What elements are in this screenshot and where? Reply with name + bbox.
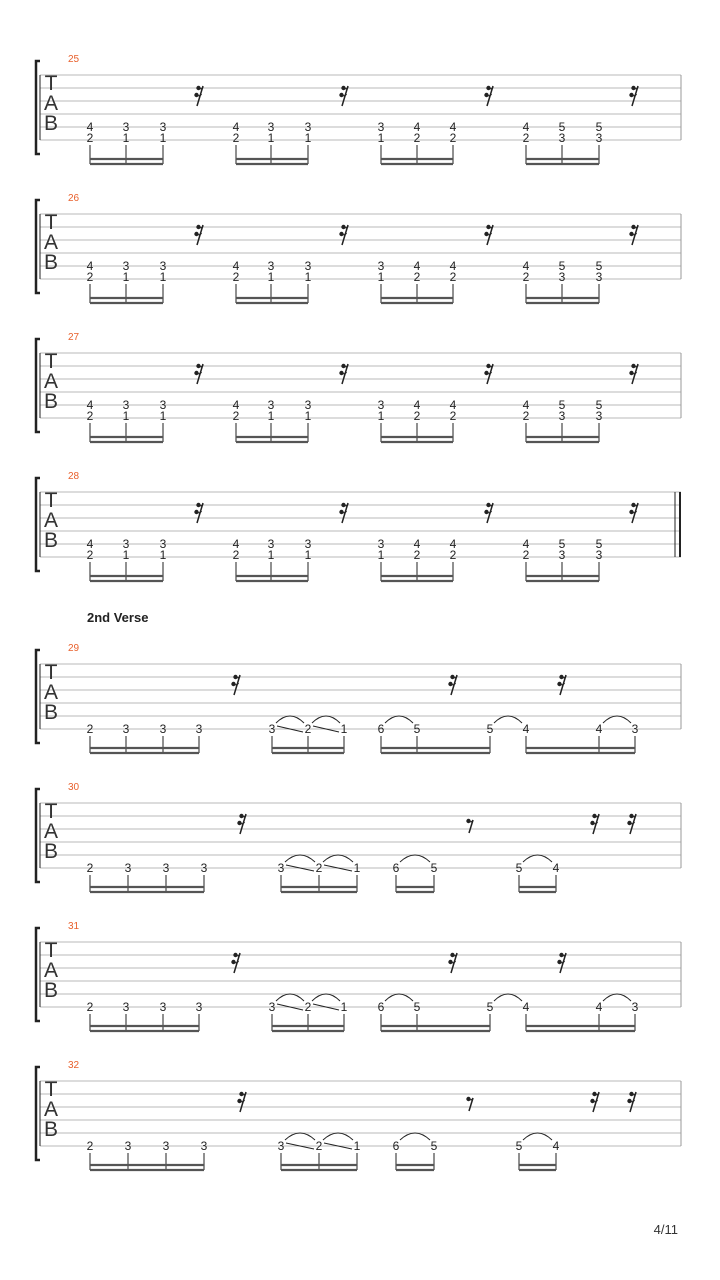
tab-clef-letter: B [43, 112, 59, 135]
fret-number: 3 [200, 1139, 208, 1153]
tab-clef-letter: A [43, 509, 59, 532]
fret-number: 2 [413, 548, 421, 562]
fret-number: 2 [522, 409, 530, 423]
tab-clef-letter: T [44, 350, 58, 373]
fret-number: 3 [304, 537, 312, 551]
measure-number: 26 [68, 193, 80, 204]
sixteenth-rest [448, 953, 457, 973]
fret-number: 4 [449, 537, 457, 551]
tie [285, 855, 315, 862]
fret-number: 3 [304, 259, 312, 273]
tie [400, 1133, 430, 1140]
fret-number: 1 [304, 548, 312, 562]
sixteenth-rest [194, 364, 203, 384]
tie [285, 1133, 315, 1140]
tab-clef-letter: B [43, 979, 59, 1002]
tie [494, 994, 522, 1001]
fret-number: 6 [377, 722, 385, 736]
tab-clef-letter: A [43, 231, 59, 254]
fret-number: 5 [430, 861, 438, 875]
fret-number: 2 [86, 409, 94, 423]
sixteenth-rest [484, 364, 493, 384]
fret-number: 2 [86, 131, 94, 145]
fret-number: 3 [122, 722, 130, 736]
fret-number: 2 [86, 548, 94, 562]
sixteenth-rest [484, 225, 493, 245]
tab-clef-letter: T [44, 800, 58, 823]
tie [385, 716, 413, 723]
fret-number: 4 [232, 537, 240, 551]
fret-number: 3 [377, 259, 385, 273]
system-bracket [36, 200, 40, 293]
fret-number: 4 [413, 120, 421, 134]
fret-number: 6 [392, 1139, 400, 1153]
fret-number: 2 [413, 131, 421, 145]
fret-number: 4 [522, 537, 530, 551]
tie [323, 855, 353, 862]
fret-number: 2 [232, 131, 240, 145]
tie [400, 855, 430, 862]
sixteenth-rest [194, 86, 203, 106]
fret-number: 1 [267, 270, 275, 284]
sixteenth-rest [339, 364, 348, 384]
tab-clef-letter: B [43, 251, 59, 274]
fret-number: 4 [86, 398, 94, 412]
sixteenth-rest [237, 1092, 246, 1112]
fret-number: 1 [304, 131, 312, 145]
sixteenth-rest [627, 1092, 636, 1112]
fret-number: 3 [377, 537, 385, 551]
sixteenth-rest [590, 1092, 599, 1112]
fret-number: 3 [304, 120, 312, 134]
tie [312, 716, 340, 723]
sixteenth-rest [557, 675, 566, 695]
fret-number: 4 [522, 398, 530, 412]
fret-number: 3 [195, 722, 203, 736]
tie [276, 994, 304, 1001]
fret-number: 1 [267, 409, 275, 423]
tab-clef-letter: T [44, 211, 58, 234]
fret-number: 5 [515, 1139, 523, 1153]
fret-number: 4 [595, 722, 603, 736]
fret-number: 2 [232, 409, 240, 423]
fret-number: 3 [122, 120, 130, 134]
fret-number: 3 [304, 398, 312, 412]
fret-number: 2 [315, 1139, 323, 1153]
fret-number: 1 [377, 270, 385, 284]
sixteenth-rest [339, 503, 348, 523]
fret-number: 1 [122, 270, 130, 284]
fret-number: 5 [486, 1000, 494, 1014]
fret-number: 1 [159, 548, 167, 562]
fret-number: 3 [595, 131, 603, 145]
tab-clef-letter: A [43, 370, 59, 393]
fret-number: 2 [232, 270, 240, 284]
fret-number: 5 [413, 1000, 421, 1014]
fret-number: 5 [515, 861, 523, 875]
fret-number: 3 [159, 120, 167, 134]
fret-number: 3 [377, 398, 385, 412]
fret-number: 4 [413, 537, 421, 551]
fret-number: 6 [392, 861, 400, 875]
system-bracket [36, 650, 40, 743]
fret-number: 3 [631, 1000, 639, 1014]
fret-number: 2 [86, 1000, 94, 1014]
fret-number: 1 [377, 131, 385, 145]
fret-number: 2 [522, 270, 530, 284]
fret-number: 3 [159, 722, 167, 736]
tie [276, 716, 304, 723]
measure-number: 27 [68, 332, 80, 343]
fret-number: 4 [86, 537, 94, 551]
fret-number: 1 [304, 409, 312, 423]
fret-number: 1 [377, 548, 385, 562]
sixteenth-rest [629, 503, 638, 523]
tie [603, 994, 631, 1001]
fret-number: 4 [522, 722, 530, 736]
sixteenth-rest [557, 953, 566, 973]
fret-number: 3 [159, 398, 167, 412]
system-bracket [36, 1067, 40, 1160]
tab-clef-letter: T [44, 1078, 58, 1101]
fret-number: 4 [86, 120, 94, 134]
fret-number: 4 [413, 259, 421, 273]
fret-number: 5 [486, 722, 494, 736]
tie [385, 994, 413, 1001]
fret-number: 3 [558, 548, 566, 562]
sixteenth-rest [629, 225, 638, 245]
fret-number: 3 [122, 398, 130, 412]
fret-number: 4 [413, 398, 421, 412]
fret-number: 3 [277, 1139, 285, 1153]
sixteenth-rest [629, 364, 638, 384]
fret-number: 2 [304, 1000, 312, 1014]
measure-number: 31 [68, 921, 80, 932]
fret-number: 1 [340, 1000, 348, 1014]
fret-number: 3 [267, 537, 275, 551]
tab-clef-letter: B [43, 1118, 59, 1141]
fret-number: 2 [449, 409, 457, 423]
fret-number: 1 [159, 270, 167, 284]
tie [312, 994, 340, 1001]
fret-number: 5 [558, 398, 566, 412]
fret-number: 2 [522, 548, 530, 562]
tie [323, 1133, 353, 1140]
fret-number: 3 [124, 861, 132, 875]
fret-number: 3 [122, 1000, 130, 1014]
measure-number: 30 [68, 782, 80, 793]
fret-number: 2 [449, 270, 457, 284]
tab-clef-letter: T [44, 72, 58, 95]
tab-clef-letter: A [43, 959, 59, 982]
fret-number: 3 [267, 398, 275, 412]
fret-number: 2 [413, 409, 421, 423]
fret-number: 4 [449, 120, 457, 134]
fret-number: 3 [159, 537, 167, 551]
fret-number: 4 [522, 120, 530, 134]
system-bracket [36, 928, 40, 1021]
fret-number: 2 [315, 861, 323, 875]
fret-number: 3 [200, 861, 208, 875]
measure-number: 25 [68, 54, 80, 65]
tab-clef-letter: T [44, 489, 58, 512]
sixteenth-rest [194, 503, 203, 523]
fret-number: 5 [558, 537, 566, 551]
fret-number: 1 [267, 131, 275, 145]
fret-number: 5 [558, 120, 566, 134]
fret-number: 3 [162, 1139, 170, 1153]
eighth-rest [466, 1097, 473, 1111]
fret-number: 5 [595, 120, 603, 134]
fret-number: 4 [86, 259, 94, 273]
tab-clef-letter: A [43, 92, 59, 115]
fret-number: 1 [304, 270, 312, 284]
system-bracket [36, 789, 40, 882]
tab-clef-letter: B [43, 529, 59, 552]
fret-number: 3 [595, 409, 603, 423]
fret-number: 4 [552, 1139, 560, 1153]
fret-number: 6 [377, 1000, 385, 1014]
fret-number: 3 [377, 120, 385, 134]
fret-number: 2 [232, 548, 240, 562]
fret-number: 5 [413, 722, 421, 736]
fret-number: 3 [122, 259, 130, 273]
fret-number: 1 [122, 548, 130, 562]
fret-number: 5 [595, 259, 603, 273]
fret-number: 3 [277, 861, 285, 875]
fret-number: 2 [449, 548, 457, 562]
fret-number: 1 [377, 409, 385, 423]
sixteenth-rest [231, 953, 240, 973]
fret-number: 4 [522, 259, 530, 273]
fret-number: 4 [232, 259, 240, 273]
fret-number: 4 [232, 398, 240, 412]
measure-number: 28 [68, 471, 80, 482]
fret-number: 3 [267, 259, 275, 273]
fret-number: 3 [268, 722, 276, 736]
fret-number: 4 [232, 120, 240, 134]
fret-number: 3 [268, 1000, 276, 1014]
tab-clef-letter: B [43, 701, 59, 724]
fret-number: 1 [159, 409, 167, 423]
tie [494, 716, 522, 723]
sixteenth-rest [231, 675, 240, 695]
system-bracket [36, 478, 40, 571]
sixteenth-rest [339, 225, 348, 245]
sixteenth-rest [484, 503, 493, 523]
fret-number: 2 [86, 861, 94, 875]
fret-number: 2 [86, 1139, 94, 1153]
tie [603, 716, 631, 723]
fret-number: 1 [122, 131, 130, 145]
sixteenth-rest [448, 675, 457, 695]
tab-clef-letter: A [43, 1098, 59, 1121]
measure-number: 32 [68, 1060, 80, 1071]
system-bracket [36, 339, 40, 432]
sixteenth-rest [237, 814, 246, 834]
fret-number: 3 [595, 548, 603, 562]
fret-number: 1 [353, 861, 361, 875]
sixteenth-rest [339, 86, 348, 106]
fret-number: 1 [159, 131, 167, 145]
measure-number: 29 [68, 643, 80, 654]
fret-number: 5 [558, 259, 566, 273]
fret-number: 2 [449, 131, 457, 145]
fret-number: 2 [86, 722, 94, 736]
fret-number: 5 [595, 537, 603, 551]
page-number: 4/11 [653, 1222, 678, 1237]
sixteenth-rest [627, 814, 636, 834]
fret-number: 3 [124, 1139, 132, 1153]
fret-number: 3 [162, 861, 170, 875]
eighth-rest [466, 819, 473, 833]
fret-number: 5 [430, 1139, 438, 1153]
fret-number: 2 [86, 270, 94, 284]
tab-clef-letter: T [44, 661, 58, 684]
fret-number: 2 [522, 131, 530, 145]
fret-number: 3 [558, 131, 566, 145]
tab-clef-letter: A [43, 820, 59, 843]
tab-clef-letter: A [43, 681, 59, 704]
tie [523, 1133, 552, 1140]
system-bracket [36, 61, 40, 154]
fret-number: 4 [449, 398, 457, 412]
sixteenth-rest [590, 814, 599, 834]
fret-number: 3 [558, 409, 566, 423]
fret-number: 4 [552, 861, 560, 875]
fret-number: 1 [122, 409, 130, 423]
tab-clef-letter: T [44, 939, 58, 962]
sixteenth-rest [629, 86, 638, 106]
fret-number: 3 [558, 270, 566, 284]
sixteenth-rest [194, 225, 203, 245]
fret-number: 2 [413, 270, 421, 284]
fret-number: 3 [122, 537, 130, 551]
sixteenth-rest [484, 86, 493, 106]
fret-number: 5 [595, 398, 603, 412]
tie [523, 855, 552, 862]
fret-number: 4 [595, 1000, 603, 1014]
fret-number: 3 [267, 120, 275, 134]
tab-clef-letter: B [43, 840, 59, 863]
fret-number: 3 [159, 259, 167, 273]
fret-number: 3 [631, 722, 639, 736]
fret-number: 3 [195, 1000, 203, 1014]
fret-number: 4 [449, 259, 457, 273]
fret-number: 2 [304, 722, 312, 736]
fret-number: 1 [267, 548, 275, 562]
fret-number: 3 [595, 270, 603, 284]
section-label: 2nd Verse [87, 610, 149, 625]
fret-number: 4 [522, 1000, 530, 1014]
fret-number: 3 [159, 1000, 167, 1014]
tab-clef-letter: B [43, 390, 59, 413]
fret-number: 1 [340, 722, 348, 736]
fret-number: 1 [353, 1139, 361, 1153]
